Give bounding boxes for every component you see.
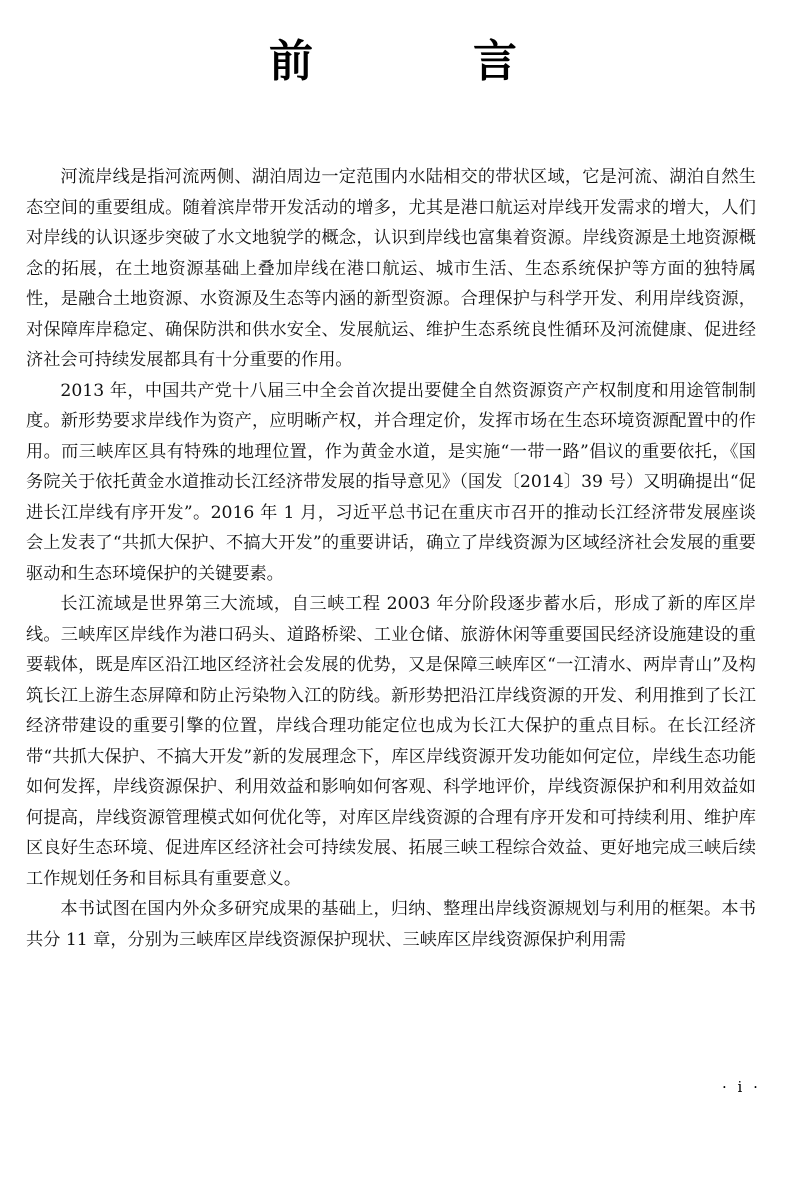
page-title: 前 言: [269, 36, 575, 87]
paragraph-1: 河流岸线是指河流两侧、湖泊周边一定范围内水陆相交的带状区域，它是河流、湖泊自然生态空间的重要组成。随着滨岸带开发活动的增多，尤其是港口航运对岸线开发需求的增大，人们对岸线的认识逐步突破了水文地貌学的概念，认识到岸线也富集着资源。岸线资源是土地资源概念的拓展，在土地资源基础上叠加岸线在港口航运、城市生活、生态系统保护等方面的独特属性，是融合土地资源、水资源及生态等内涵的新型资源。合理保护与科学开发、利用岸线资源，对保障库岸稳定、确保防洪和供水安全、发展航运、维护生态系统良性循环及河流健康、促进经济社会可持续发展都具有十分重要的作用。: [26, 167, 756, 370]
page-number: · i ·: [722, 1078, 761, 1096]
body-text: [26, 162, 756, 955]
paragraph-2: 2013 年，中国共产党十八届三中全会首次提出要健全自然资源资产产权制度和用途管制制度。新形势要求岸线作为资产，应明晰产权，并合理定价，发挥市场在生态环境资源配置中的作用。而三峡库区具有特殊的地理位置，作为黄金水道，是实施“一带一路”倡议的重要依托，《国务院关于依托黄金水道推动长江经济带发展的指导意见》（国发〔2014〕39 号）又明确提出“促进长江岸线有序开发”。2016 年 1 月，习近平总书记在重庆市召开的推动长江经济带发展座谈会上发表了“共抓大保护、不搞大开发”的重要讲话，确立了岸线资源为区域经济社会发展的重要驱动和生态环境保护的关键要素。: [26, 380, 756, 584]
paragraph-3: 长江流域是世界第三大流域，自三峡工程 2003 年分阶段逐步蓄水后，形成了新的库区岸线。三峡库区岸线作为港口码头、道路桥梁、工业仓储、旅游休闲等重要国民经济设施建设的重要载体，既是库区沿江地区经济社会发展的优势，又是保障三峡库区“一江清水、两岸青山”及构筑长江上游生态屏障和防止污染物入江的防线。新形势把沿江岸线资源的开发、利用推到了长江经济带建设的重要引擎的位置，岸线合理功能定位也成为长江大保护的重点目标。在长江经济带“共抓大保护、不搞大开发”新的发展理念下，库区岸线资源开发功能如何定位，岸线生态功能如何发挥，岸线资源保护、利用效益和影响如何客观、科学地评价，岸线资源保护和利用效益如何提高，岸线资源管理模式如何优化等，对库区岸线资源的合理有序开发和可持续利用、维护库区良好生态环境、促进库区经济社会可持续发展、拓展三峡工程综合效益、更好地完成三峡后续工作规划任务和目标具有重要意义。: [26, 594, 756, 889]
paragraph-4: 本书试图在国内外众多研究成果的基础上，归纳、整理出岸线资源规划与利用的框架。本书共分 11 章，分别为三峡库区岸线资源保护现状、三峡库区岸线资源保护利用需: [26, 899, 756, 950]
